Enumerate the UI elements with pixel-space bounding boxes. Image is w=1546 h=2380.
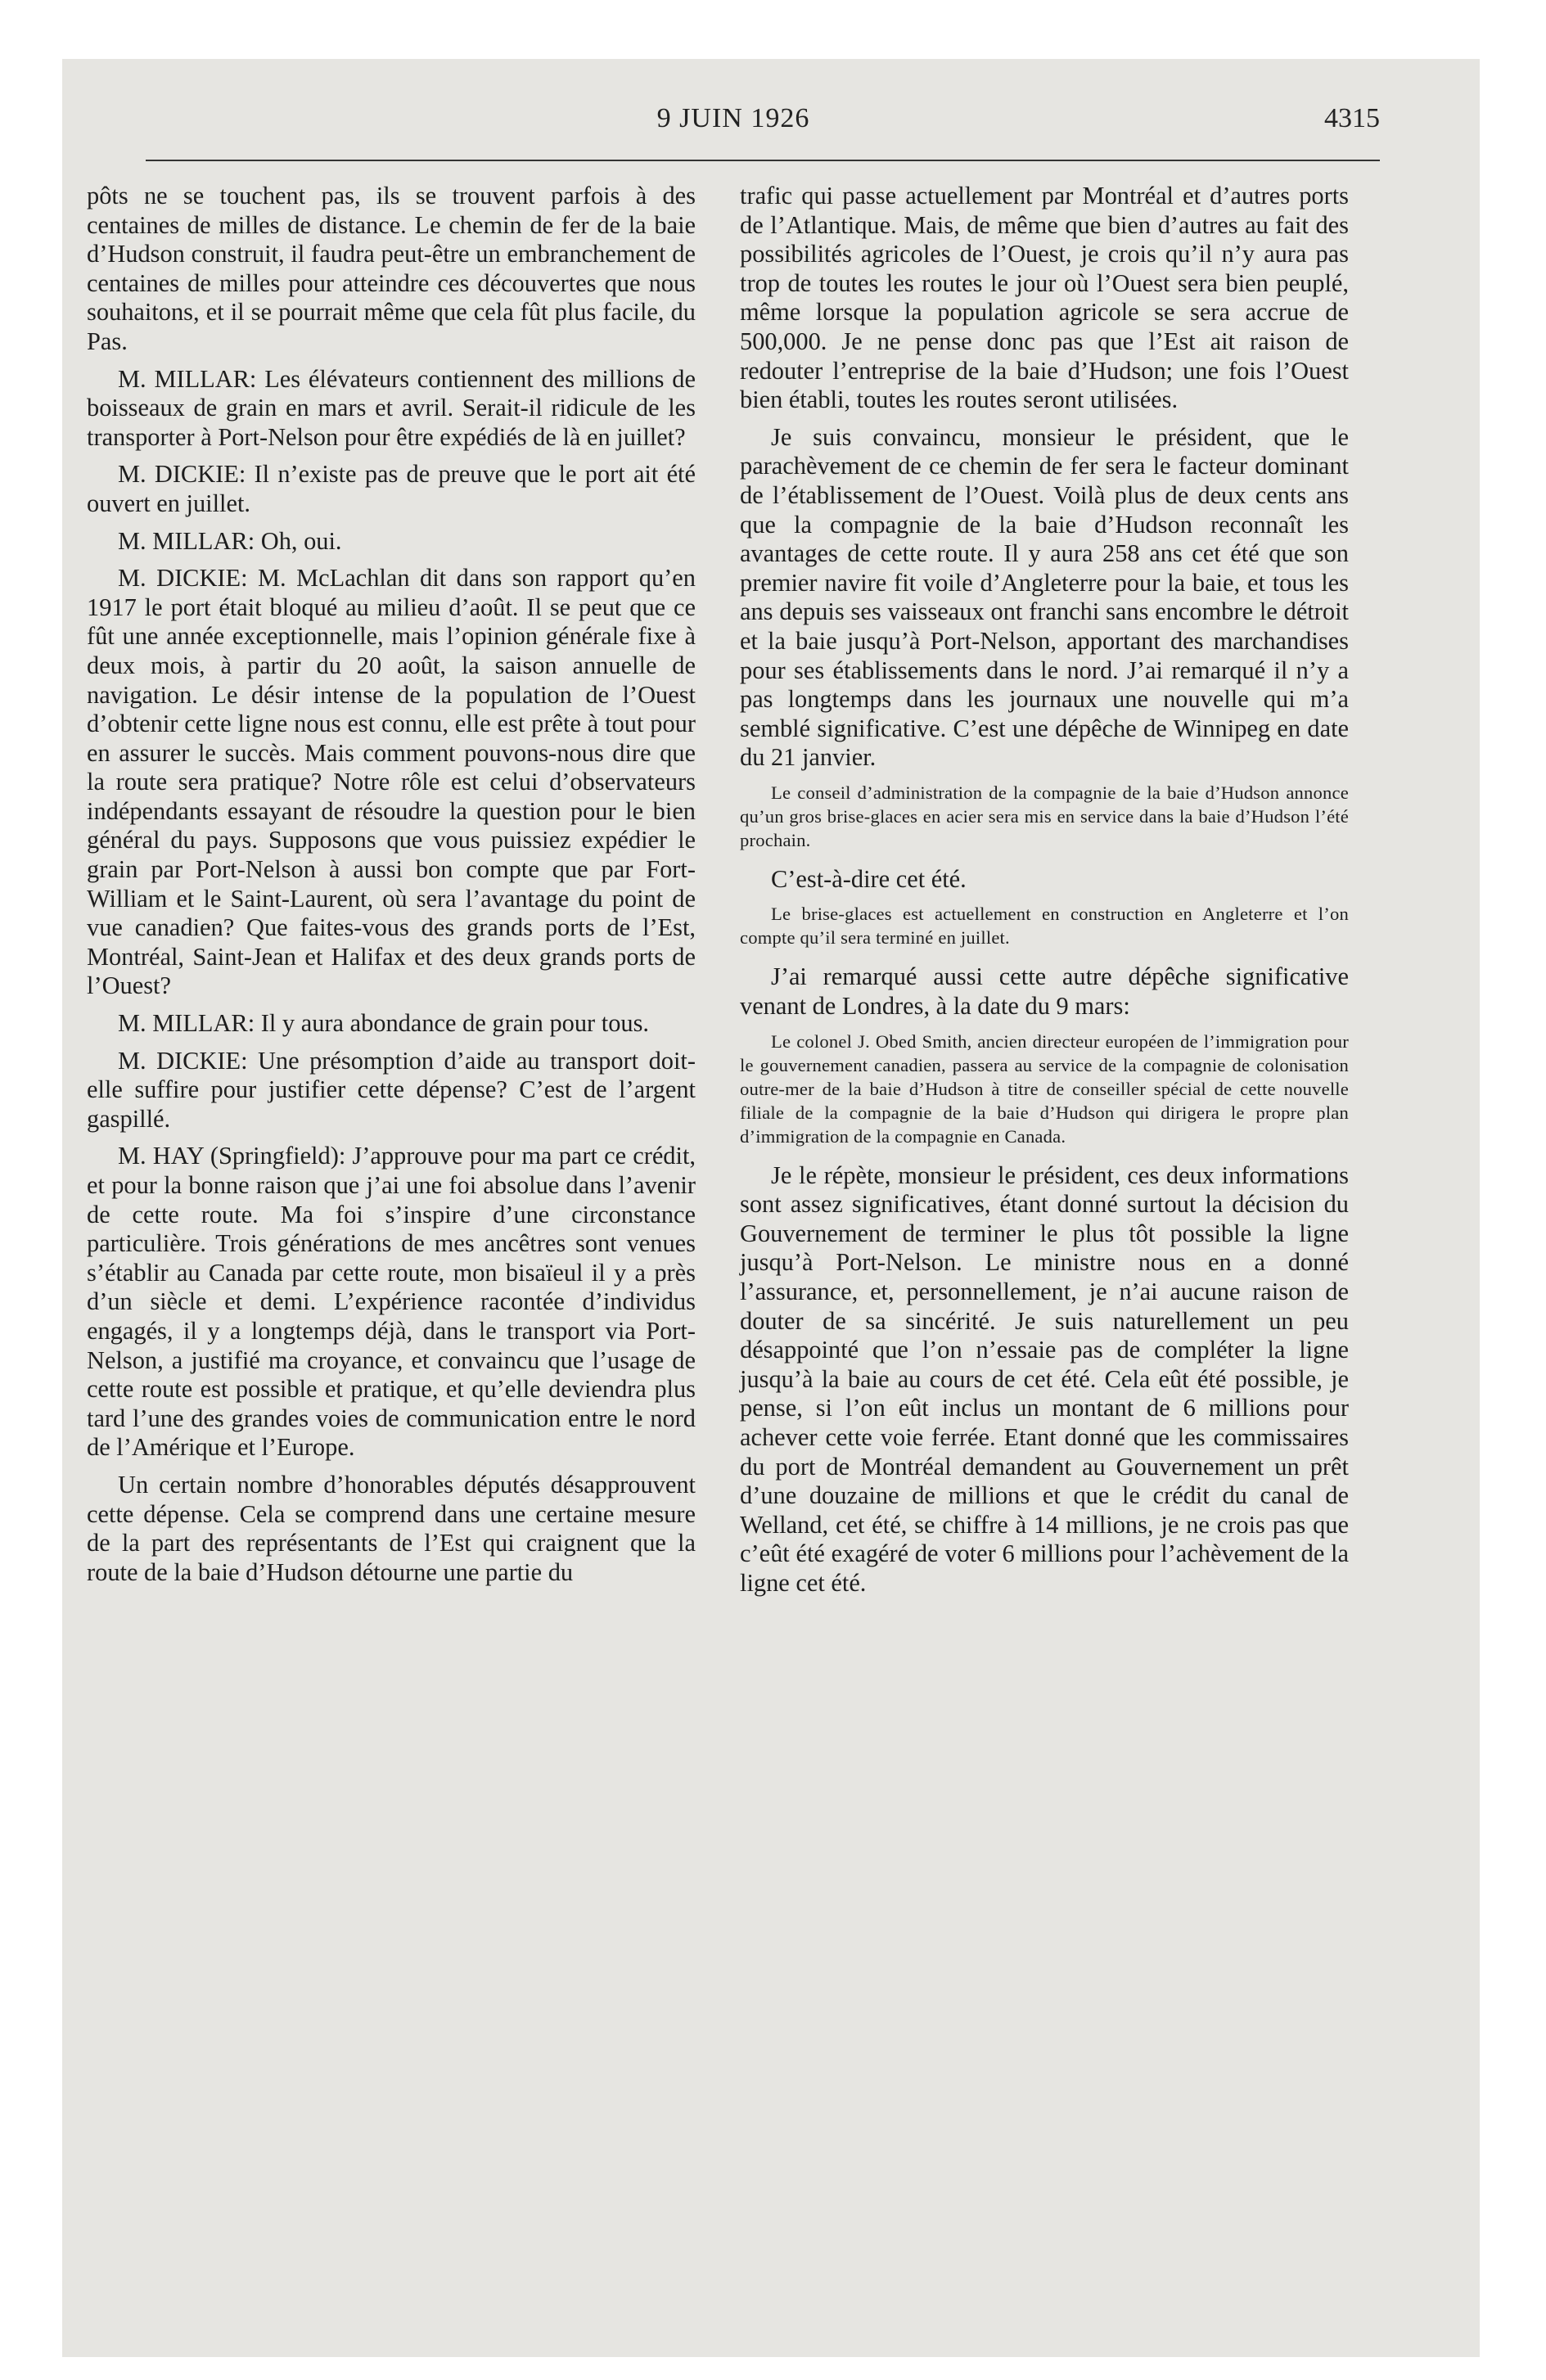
paragraph: C’est-à-dire cet été. (771, 864, 967, 893)
paragraph: M. DICKIE: M. McLachlan dit dans son rapport qu’en 1917 le port était bloqué au milieu d’août. Il se peut que ce fût une année exceptionnelle, mais l’opinion générale fixe à deux mois, à partir du 20 août, la saison annuelle de navigation. Le désir intense de la population de l’Ouest d’obtenir cette ligne nous est connu, elle est prête à tout pour en assurer le succès. Mais comment pouvons-nous dire que la route sera pratique? Notre rôle est celui d’observateurs indépendants essayant de résoudre la question pour le bien général du pays. Supposons que vous puissiez expédier le grain par Port-Nelson à aussi bon compte que par Fort-William et le Saint-Laurent, où sera l’avantage du point de vue canadien? Que faites-vous des grands ports de l’Est, Montréal, Saint-Jean et Halifax et des deux grands ports de l’Ouest? (87, 564, 696, 1000)
header-rule (146, 160, 1380, 161)
paragraph: M. DICKIE: Une présomption d’aide au transport doit-elle suffire pour justifier cette dépense? C’est de l’argent gaspillé. (87, 1046, 696, 1133)
right-column (740, 182, 1349, 1607)
quoted-dispatch: Le conseil d’administration de la compagnie de la baie d’Hudson annonce qu’un gros brise-glaces en acier sera mis en service dans la baie d’Hudson l’été prochain. (740, 782, 1349, 850)
paragraph: trafic qui passe actuellement par Montréal et d’autres ports de l’Atlantique. Mais, de même que bien d’autres au fait des possibilités agricoles de l’Ouest, je crois qu’il n’y aura pas trop de toutes les routes le jour où l’Ouest sera bien peuplé, même lorsque la population agricole se sera accrue de 500,000. Je ne pense donc pas que l’Est ait raison de redouter l’entreprise de la baie d’Hudson; une fois l’Ouest bien établi, toutes les routes seront utilisées. (740, 182, 1349, 414)
page-header (87, 103, 1380, 146)
page-number: 4315 (1324, 103, 1380, 133)
paragraph: Un certain nombre d’honorables députés désapprouvent cette dépense. Cela se comprend dans une certaine mesure de la part des représentants de l’Est qui craignent que la route de la baie d’Hudson détourne une partie du (87, 1470, 696, 1586)
page-date: 9 JUIN 1926 (656, 103, 810, 133)
paragraph: M. MILLAR: Il y aura abondance de grain pour tous. (118, 1009, 650, 1038)
quoted-dispatch: Le colonel J. Obed Smith, ancien directeur européen de l’immigration pour le gouvernement canadien, passera au service de la compagnie de colonisation outre-mer de la baie d’Hudson à titre de conseiller spécial de cette nouvelle filiale de la compagnie de la baie d’Hudson qui dirigera le propre plan d’immigration de la compagnie en Canada. (740, 1030, 1349, 1147)
quoted-dispatch: Le brise-glaces est actuellement en construction en Angleterre et l’on compte qu’il sera terminé en juillet. (740, 904, 1349, 949)
paragraph: M. MILLAR: Les élévateurs contiennent des millions de boisseaux de grain en mars et avril. Serait-il ridicule de les transporter à Port-Nelson pour être expédiés de là en juillet? (87, 364, 696, 451)
paragraph: M. MILLAR: Oh, oui. (118, 526, 342, 555)
paragraph: M. DICKIE: Il n’existe pas de preuve que le port ait été ouvert en juillet. (87, 460, 696, 517)
paragraph: pôts ne se touchent pas, ils se trouvent parfois à des centaines de milles de distance. Le chemin de fer de la baie d’Hudson construit, il faudra peut-être un embranchement de centaines de milles pour atteindre ces découvertes que nous souhaitons, et il se pourrait même que cela fût plus facile, du Pas. (87, 182, 696, 355)
paragraph: Je suis convaincu, monsieur le président, que le parachèvement de ce chemin de fer sera le facteur dominant de l’établissement de l’Ouest. Voilà plus de deux cents ans que la compagnie de la baie d’Hudson reconnaît les avantages de cette route. Il y aura 258 ans cet été que son premier navire fit voile d’Angleterre pour la baie, et tous les ans depuis ses vaisseaux ont franchi sans encombre le détroit et la baie jusqu’à Port-Nelson, apportant des marchandises pour ses établissements dans le nord. J’ai remarqué il n’y a pas longtemps dans les journaux une nouvelle qui m’a semblé significative. C’est une dépêche de Winnipeg en date du 21 janvier. (740, 422, 1349, 772)
paragraph: M. HAY (Springfield): J’approuve pour ma part ce crédit, et pour la bonne raison que j’ai une foi absolue dans l’avenir de cette route. Ma foi s’inspire d’une circonstance particulière. Trois générations de mes ancêtres sont venues s’établir au Canada par cette route, mon bisaïeul il y a près d’un siècle et demi. L’expérience racontée d’individus engagés, il y a longtemps déjà, dans le transport via Port-Nelson, a justifié ma croyance, et convaincu que l’usage de cette route est possible et pratique, et qu’elle deviendra plus tard l’une des grandes voies de communication entre le nord de l’Amérique et l’Europe. (87, 1142, 696, 1462)
paragraph: Je le répète, monsieur le président, ces deux informations sont assez significatives, étant donné surtout la décision du Gouvernement de terminer le plus tôt possible la ligne jusqu’à Port-Nelson. Le ministre nous en a donné l’assurance, et, personnellement, je n’ai aucune raison de douter de sa sincérité. Je suis naturellement un peu désappointé que l’on n’essaie pas de compléter la ligne jusqu’à la baie au cours de cet été. Cela eût été possible, je pense, si l’on eût inclus un montant de 6 millions pour achever cette voie ferrée. Etant donné que les commissaires du port de Montréal demandent au Gouvernement un prêt d’une douzaine de millions et que le crédit du canal de Welland, cet été, se chiffre à 14 millions, je ne crois pas que c’eût été exagéré de voter 6 millions pour l’achèvement de la ligne cet été. (740, 1161, 1349, 1597)
paragraph: J’ai remarqué aussi cette autre dépêche significative venant de Londres, à la date du 9 mars: (740, 962, 1349, 1021)
left-column (87, 182, 696, 1595)
